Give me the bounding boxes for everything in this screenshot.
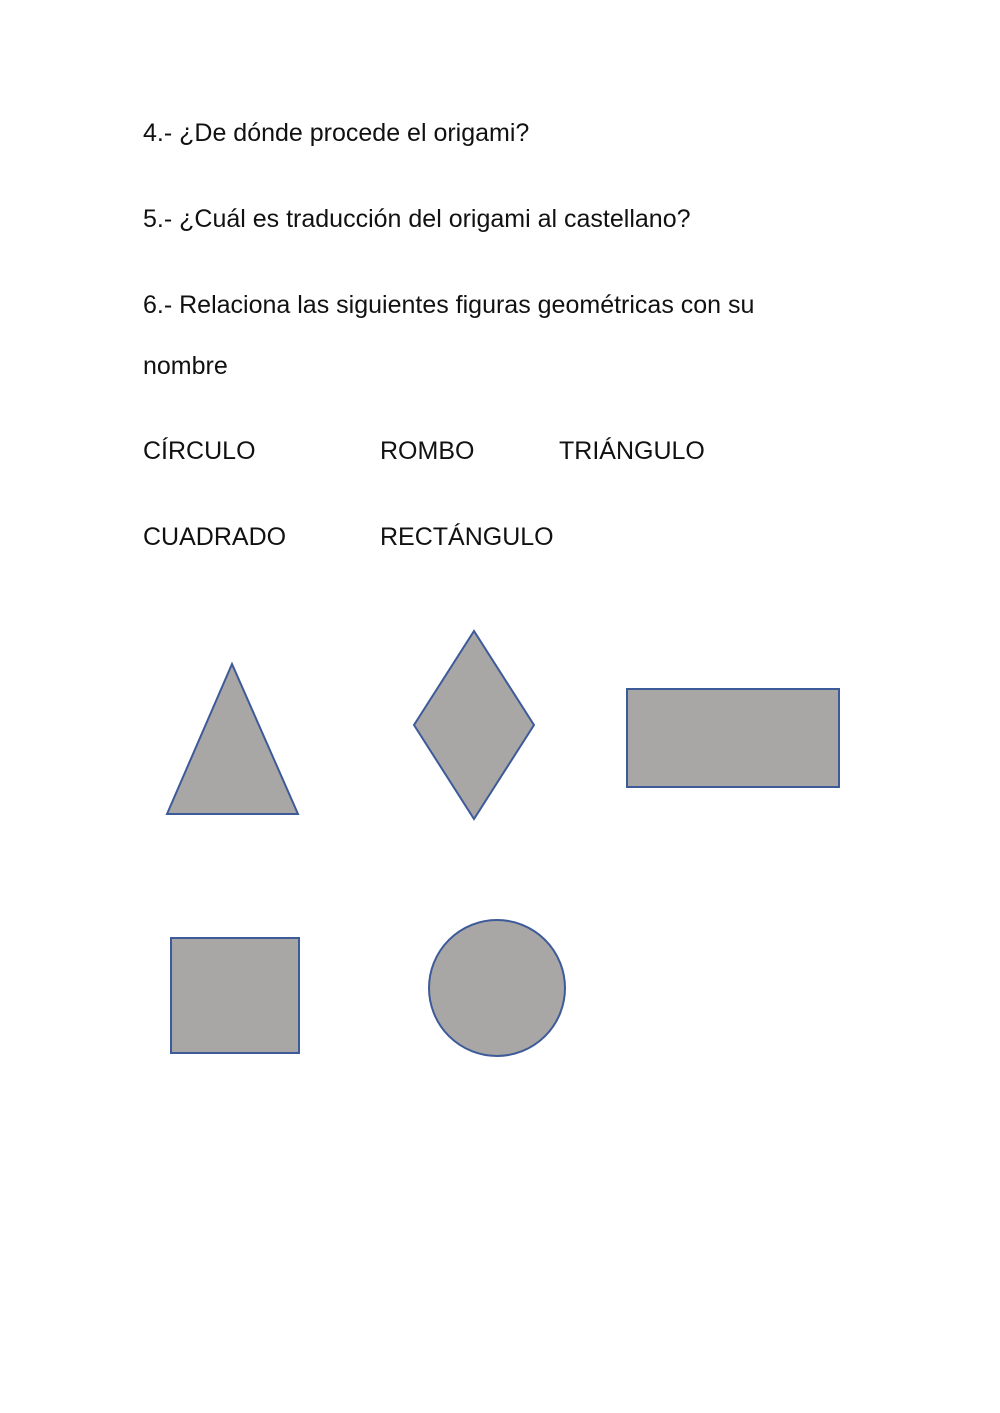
question-6-line-1: 6.- Relaciona las siguientes figuras geométricas con su xyxy=(143,291,755,319)
question-5: 5.- ¿Cuál es traducción del origami al castellano? xyxy=(143,205,691,233)
question-4: 4.- ¿De dónde procede el origami? xyxy=(143,119,530,147)
square-shape xyxy=(171,938,299,1053)
word-cuadrado: CUADRADO xyxy=(143,523,287,551)
word-triangulo: TRIÁNGULO xyxy=(559,437,705,465)
triangle-shape xyxy=(167,664,298,814)
rectangle-shape xyxy=(627,689,839,787)
word-rombo: ROMBO xyxy=(380,437,475,465)
word-circulo: CÍRCULO xyxy=(143,437,256,465)
question-6-line-2: nombre xyxy=(143,352,228,380)
rhombus-shape xyxy=(414,631,534,819)
circle-shape xyxy=(429,920,565,1056)
word-rectangulo: RECTÁNGULO xyxy=(380,523,554,551)
